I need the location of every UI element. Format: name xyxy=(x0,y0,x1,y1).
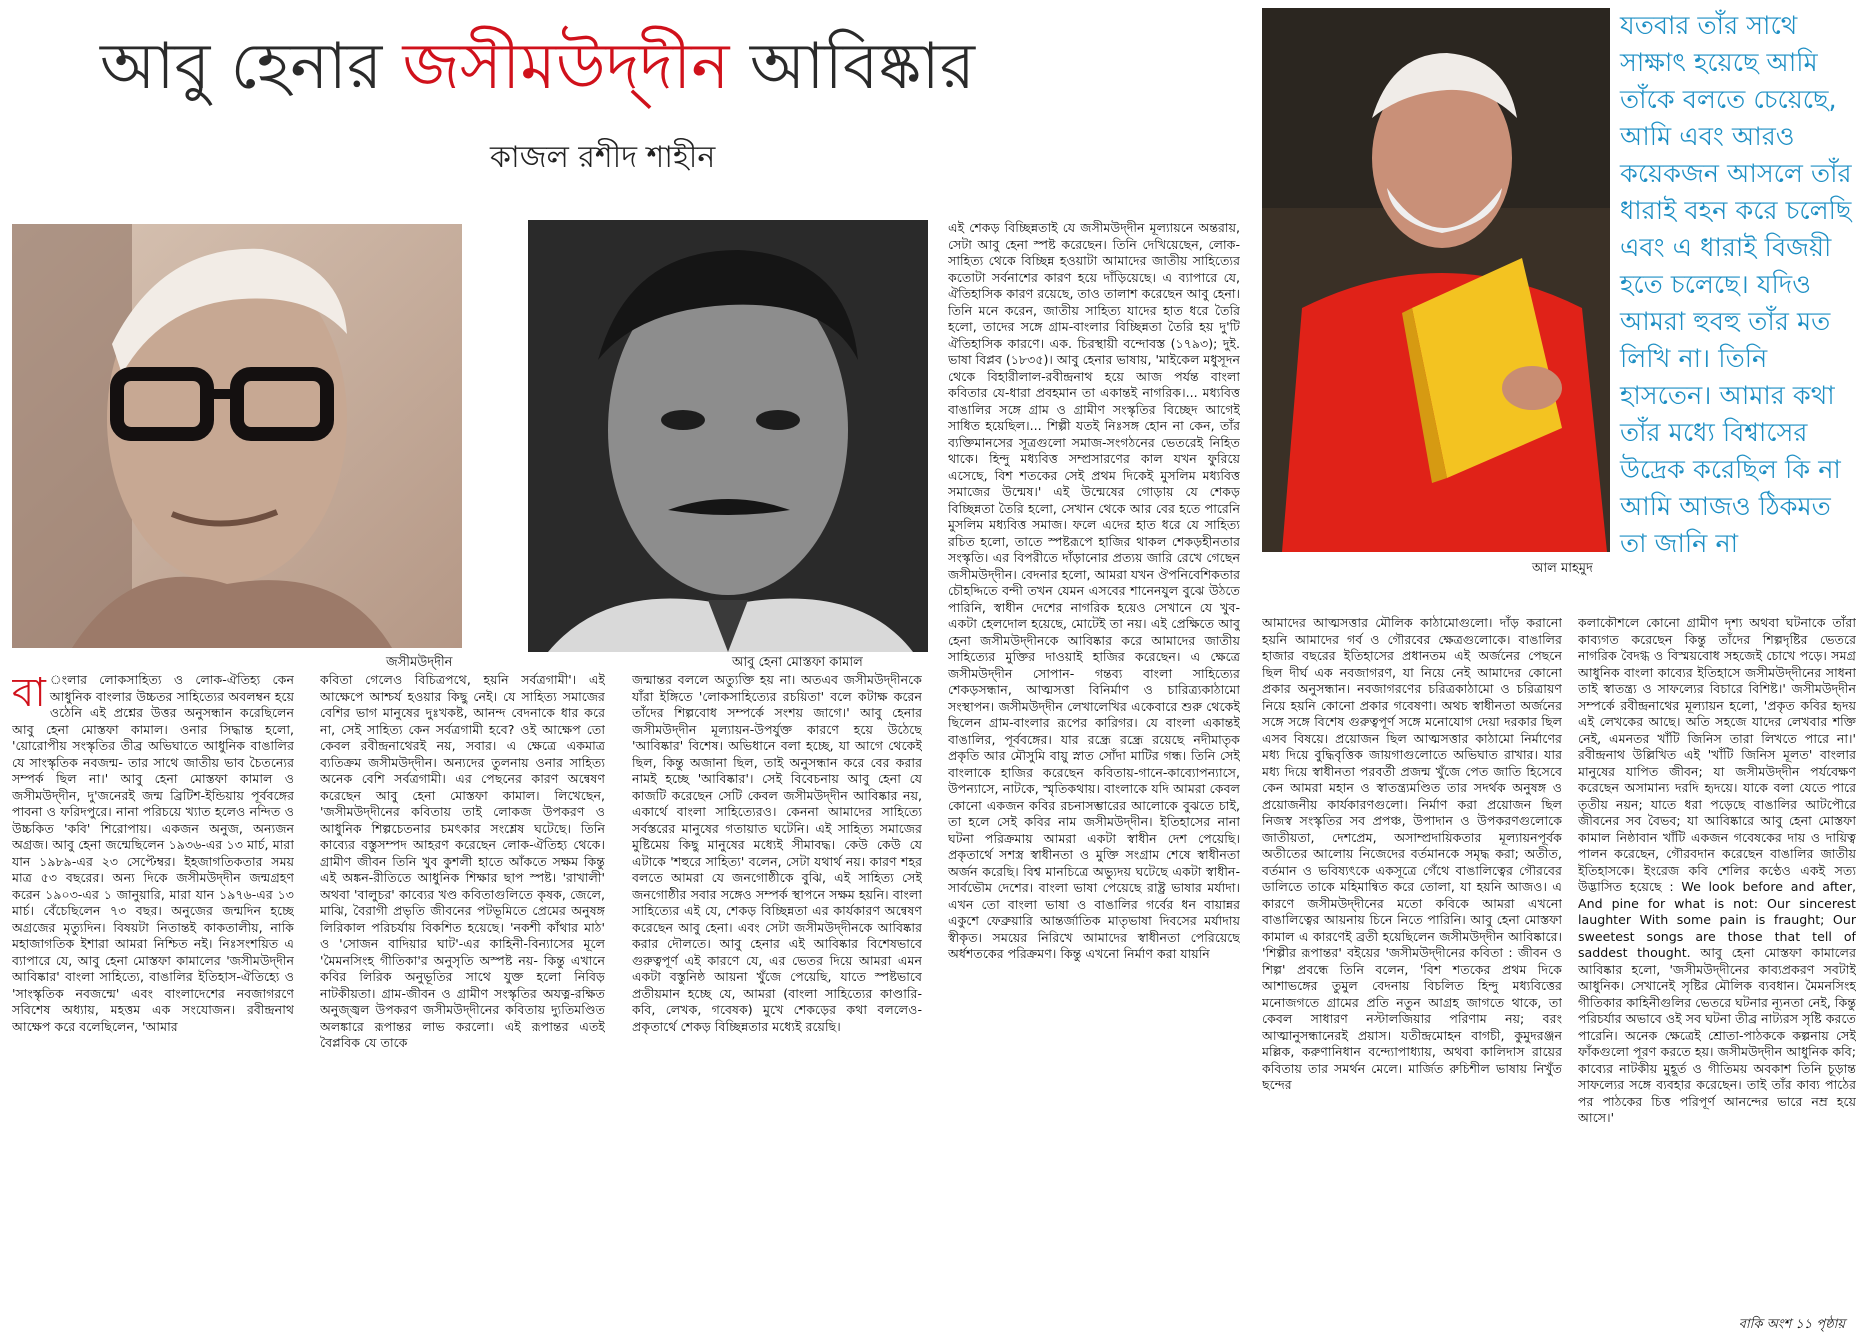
article-column-5 xyxy=(1262,615,1562,1315)
column-3-text: জন্মান্তর বললে অত্যুক্তি হয় না। অতএব জসীমউদ্‌দীনকে যাঁরা ইঙ্গিতে 'লোকসাহিত্যের রচয়িতা' বলে কটাক্ষ করেন তাঁদের শিল্পবোধ সম্পর্কে সংশয় জাগে।' আবু হেনার জসীমউদ্‌দীন মূল্যায়ন-উপর্যুক্ত কারণে হয়ে উঠেছে 'আবিষ্কার' বিশেষ। অভিধানে বলা হচ্ছে, যা আগে থেকেই ছিল, কিন্তু অজানা ছিল, তাই অনুসন্ধান করে বের করার নামই হচ্ছে 'আবিষ্কার'। সেই বিবেচনায় আবু হেনা যে কাজটি করেছেন সেটি কেবল জসীমউদ্‌দীন আবিষ্কার নয়, একার্থে বাংলা সাহিত্যেরও। কেননা আমাদের সাহিত্যে সর্বস্তরের মানুষের গতায়াত ঘটেনি। এই সাহিত্য সমাজের মুষ্টিমেয় কিছু মানুষের মধ্যেই সীমাবদ্ধ। কেউ কেউ যে এটাকে 'শহুরে সাহিত্য' বলেন, সেটা যথার্থ নয়। কারণ শহর বলতে আমরা যে জনগোষ্ঠীকে বুঝি, এই সাহিত্য সেই জনগোষ্ঠীর সবার সঙ্গেও সম্পর্ক স্থাপনে সক্ষম হয়নি। বাংলা সাহিত্যের এই যে, শেকড় বিচ্ছিন্নতা এর কার্যকারণ অন্বেষণ করেছেন আবু হেনা। এবং সেটা জসীমউদ্‌দীনকে আবিষ্কার করার দৌলতে। আবু হেনার এই আবিষ্কার বিশেষভাবে গুরুত্বপূর্ণ এই কারণে যে, এর ভেতর দিয়ে আমরা এমন একটা বস্তুনিষ্ঠ আয়না খুঁজে পেয়েছি, যাতে স্পষ্টভাবে প্রতীয়মান হচ্ছে যে, আমরা (বাংলা সাহিত্যের কাণ্ডারি- কবি, লেখক, গবেষক) মুখে শেকড়ের কথা বললেও- প্রকৃতার্থে শেকড় বিচ্ছিন্নতার মধ্যেই রয়েছি। xyxy=(632,672,922,1034)
photo-al-mahmud-caption: আল মাহমুদ xyxy=(1532,561,1593,576)
drop-cap: বা xyxy=(12,672,46,716)
headline-poet-name: জসীমউদ্‌দীন xyxy=(402,30,730,104)
headline xyxy=(100,22,1130,112)
column-2-text: কবিতা গেলেও বিচিত্রপথে, হয়নি সর্বত্রগামী'। এই আক্ষেপে আশ্চর্য হওয়ার কিছু নেই। যে সাহিত্য সমাজের বেশির ভাগ মানুষের দুঃখকষ্ট, আনন্দ বেদনাকে ধার করে না, সেই সাহিত্য কেন সর্বত্রগামী হবে? ওই আক্ষেপ তো কেবল রবীন্দ্রনাথেরই নয়, সবার। এ ক্ষেত্রে একমাত্র ব্যতিক্রম জসীমউদ্‌দীন। অন্যদের তুলনায় ওনার সাহিত্য অনেক বেশি সর্বত্রগামী। এর পেছনের কারণ অন্বেষণ করেছেন আবু হেনা মোস্তফা কামাল। লিখেছেন, 'জসীমউদ্‌দীনের কবিতায় তাই লোকজ উপকরণ ও আধুনিক শিল্পচেতনার চমৎকার সংশ্লেষ ঘটেছে। তিনি কাব্যের বস্তুসম্পদ আহরণ করেছেন লোক-ঐতিহ্য থেকে। গ্রামীণ জীবন তিনি খুব কুশলী হাতে আঁকতে সক্ষম কিন্তু এই অঙ্কন-রীতিতে আধুনিক শিক্ষার ছাপ স্পষ্ট। 'রাখালী' অথবা 'বালুচর' কাব্যের খণ্ড কবিতাগুলিতে কৃষক, জেলে, মাঝি, বৈরাগী প্রভৃতি জীবনের পটভূমিতে প্রেমের অনুষঙ্গ লিরিকাল পরিচর্যায় বিকশিত হয়েছে। 'নকশী কাঁথার মাঠ' ও 'সোজন বাদিয়ার ঘাট'-এর কাহিনী-বিন্যাসের মূলে 'মৈমনসিংহ গীতিকা'র অনুসৃতি অস্পষ্ট নয়- কিন্তু এখানে কবির লিরিক অনুভূতির সাথে যুক্ত হলো নিবিড় নাটকীয়তা। গ্রাম-জীবন ও গ্রামীণ সংস্কৃতির অযত্ন-রক্ষিত অনুজ্জ্বল উপকরণ জসীমউদ্‌দীনের কবিতায় দ্যুতিমণ্ডিত অলঙ্কারে রূপান্তর লাভ করলো। এই রূপান্তর এতই বৈপ্লবিক যে তাকে xyxy=(320,672,605,1050)
article-column-2 xyxy=(320,672,605,1312)
article-column-4 xyxy=(948,220,1240,1315)
column-1-text: ংলার লোকসাহিত্য ও লোক-ঐতিহ্য কেন আধুনিক বাংলার উচ্চতর সাহিত্যের অবলম্বন হয়ে ওঠেনি এই প্রশ্নের উত্তর অনুসন্ধান করেছিলেন আবু হেনা মোস্তফা কামাল। ওনার সিদ্ধান্ত হলো, 'য়োরোপীয় সংস্কৃতির তীব্র অভিঘাতে আধুনিক বাঙালির যে সাংস্কৃতিক নবজন্ম- তার সাথে জাতীয় ভাব চৈতন্যের সম্পর্ক ছিল না।' আবু হেনা মোস্তফা কামাল ও জসীমউদ্‌দীন, দু'জনেরই জন্ম ব্রিটিশ-ইন্ডিয়ায় পূর্ববঙ্গের পাবনা ও ফরিদপুরে। নানা পরিচয়ে খ্যাত হলেও নন্দিত ও উচ্চকিত 'কবি' শিরোপায়। একজন অনুজ, অন্যজন অগ্রজ। আবু হেনা জন্মেছিলেন ১৯৩৬-এর ১৩ মার্চ, মারা যান ১৯৮৯-এর ২৩ সেপ্টেম্বর। ইহজাগতিকতার সময় মাত্র ৫৩ বছরের। অন্য দিকে জসীমউদ্‌দীন জন্মগ্রহণ করেন ১৯০৩-এর ১ জানুয়ারি, মারা যান ১৯৭৬-এর ১৩ মার্চ। বেঁচেছিলেন ৭৩ বছর। অনুজের জন্মদিন হচ্ছে অগ্রজের মৃত্যুদিন। বিষয়টা নিতান্তই কাকতালীয়, নাকি মহাজাগতিক ইশারা আমরা নিশ্চিত নই। নিঃসংশয়িত এ ব্যাপারে যে, আবু হেনা মোস্তফা কামালের 'জসীমউদ্‌দীন আবিষ্কার' বাংলা সাহিত্যে, বাঙালির ইতিহাস-ঐতিহ্যে ও 'সাংস্কৃতিক নবজন্মে' এবং বাংলাদেশের নবজাগরণে সবিশেষ অধ্যায়, মহত্তম এক সংযোজন। রবীন্দ্রনাথ আক্ষেপ করে বলেছিলেন, 'আমার xyxy=(12,672,294,1034)
column-6-text: কলাকৌশলে কোনো গ্রামীণ দৃশ্য অথবা ঘটনাকে তাঁরা কাব্যগত করেছেন কিন্তু তাঁদের শিল্পদৃষ্টির ভেতরে নাগরিক বৈদগ্ধ ও বিস্ময়বোধ সহজেই চোখে পড়ে। সমগ্র আধুনিক বাংলা কাব্যের ইতিহাসে জসীমউদ্‌দীনের সাধনা তাই স্বাতন্ত্র্য ও সাফল্যের বিচারে বিশিষ্ট।' জসীমউদ্‌দীন সম্পর্কে রবীন্দ্রনাথের মূল্যায়ন হলো, 'প্রকৃত কবির হৃদয় এই লেখকের আছে। অতি সহজে যাদের লেখবার শক্তি নেই, এমনতর খাঁটি জিনিস তারা লিখতে পারে না।' রবীন্দ্রনাথ উল্লিখিত এই 'খাঁটি জিনিস মূলত' বাংলার মানুষের যাপিত জীবন; যা জসীমউদ্‌দীন পর্যবেক্ষণ করেছেন অসামান্য দরদি হৃদয়ে। যাকে বলা যেতে পারে তৃতীয় নয়ন; যাতে ধরা পড়েছে বাঙালির আটপৌরে জীবনের সব বৈভব; যা আবিষ্কারে আবু হেনা মোস্তফা কামাল নিষ্ঠাবান খাঁটি একজন গবেষকের দায় ও দায়িত্ব পালন করেছেন, গৌরবদান করেছেন বাঙালির জাতীয় ইতিহাসকে। ইংরেজ কবি শেলির কণ্ঠেও একই সত্য উদ্ভাসিত হয়েছে : We look before and after, And pine for what is not: Our sincerest laughter With some pain is fraught; Our sweetest songs are those that tell of saddest thought. আবু হেনা মোস্তফা কামালের আবিষ্কার হলো, 'জসীমউদ্‌দীনের কাব্যপ্রকরণ সবটাই আধুনিক। সেখানেই সৃষ্টির মৌলিক ব্যবধান। মৈমনসিংহ গীতিকার কাহিনীগুলির ভেতরে ঘটনার ন্যূনতা নেই, কিন্তু পরিচর্যার অভাবে ওই সব ঘটনা তীব্র নাট্যরস সৃষ্টি করতে পারেনি। অনেক ক্ষেত্রেই শ্রোতা-পাঠককে কল্পনায় সেই ফাঁকগুলো পূরণ করতে হয়। জসীমউদ্‌দীন আধুনিক কবি; কাব্যের নাটকীয় মুহূর্ত ও গীতিময় অবকাশ তিনি চূড়ান্ত সাফল্যের সঙ্গে ব্যবহার করেছেন। তাই তাঁর কাব্য পাঠের পর পাঠকের চিত্ত পরিপূর্ণ আনন্দের ভারে নম্র হয়ে আসে।' xyxy=(1578,615,1856,1125)
column-5-text: আমাদের আত্মসত্তার মৌলিক কাঠামোগুলো। দাঁড় করানো হয়নি আমাদের গর্ব ও গৌরবের ক্ষেত্রগুলোকে। বাঙালির হাজার বছরের ইতিহাসের প্রধানতম এই অর্জনের পেছনে ছিল দীর্ঘ এক নবজাগরণ, যা নিয়ে নেই আমাদের কোনো প্রকার অনুসন্ধান। নবজাগরণের চরিত্রকাঠামো ও চরিত্রায়ণ নিয়ে হয়নি কোনো প্রকার গবেষণা। অথচ স্বাধীনতা অর্জনের সঙ্গে সঙ্গে বিশেষ গুরুত্বপূর্ণ সঙ্গে মনোযোগ দেয়া দরকার ছিল এসব বিষয়ে। প্রয়োজন ছিল আত্মসত্তার কাঠামো নির্মাণের মধ্য দিয়ে বুদ্ধিবৃত্তিক জায়গাগুলোতে অভিঘাত রাখার। যার মধ্য দিয়ে স্বাধীনতা পরবর্তী প্রজন্ম খুঁজে পেত জাতি হিসেবে কেন আমরা মহান ও স্বাতন্ত্র্যমণ্ডিত তার সদর্থক অনুষঙ্গ ও প্রয়োজনীয় কার্যকারণগুলো। নির্মাণ করা প্রয়োজন ছিল নিজস্ব সংস্কৃতির সব প্রপঞ্চ, উপাদান ও উপকরণগুলোকে জাতীয়তা, দেশপ্রেম, অসাম্প্রদায়িকতার মূল্যায়নপূর্বক অতীতের আলোয় নিজেদের বর্তমানকে সমৃদ্ধ করা; অতীত, বর্তমান ও ভবিষ্যৎকে একসূত্রে গেঁথে বাঙালিত্বের গৌরবের ডালিতে তাকে মহিমান্বিত করে তোলা, যা হয়নি আজও। এ কারণে জসীমউদ্‌দীনের মতো কবিকে আমরা এখনো বাঙালিত্বের আয়নায় চিনে নিতে পারিনি। আবু হেনা মোস্তফা কামাল এ কারণেই ব্রতী হয়েছিলেন জসীমউদ্‌দীন আবিষ্কারে। 'শিল্পীর রূপান্তর' বইয়ের 'জসীমউদ্‌দীনের কবিতা : জীবন ও শিল্প' প্রবন্ধে তিনি বলেন, 'বিশ শতকের প্রথম দিকে আশাভঙ্গের তুমুল বেদনায় বিচলিত হিন্দু মধ্যবিত্তের মনোজগতে গ্রামের প্রতি নতুন আগ্রহ জাগতে থাকে, তা কেবল সাধারণ নস্টালজিয়ার পরিণাম নয়; বরং আত্মানুসন্ধানেরই প্রয়াস। যতীন্দ্রমোহন বাগচী, কুমুদরঞ্জন মল্লিক, করুণানিধান বন্দ্যোপাধ্যায়, অথবা কালিদাস রায়ের কবিতায় তার সমর্থন মেলে। মার্জিত রুচিশীল ভাষায় নিখুঁত ছন্দের xyxy=(1262,615,1562,1092)
photo-abu-hena-caption: আবু হেনা মোস্তফা কামাল xyxy=(732,655,863,670)
article-column-3 xyxy=(632,672,922,1312)
pull-quote: যতবার তাঁর সাথে সাক্ষাৎ হয়েছে আমি তাঁকে বলতে চেয়েছে, আমি এবং আরও কয়েকজন আসলে তাঁর ধারাই বহন করে চলেছি এবং এ ধারাই বিজয়ী হতে চলেছে। যদিও আমরা হুবহু তাঁর মত লিখি না। তিনি হাসতেন। আমার কথা তাঁর মধ্যে বিশ্বাসের উদ্রেক করেছিল কি না আমি আজও ঠিকমত তা জানি না xyxy=(1620,11,1852,559)
byline: কাজল রশীদ শাহীন xyxy=(490,140,716,175)
photo-jasimuddin-caption: জসীমউদ্‌দীন xyxy=(386,655,453,670)
photo-abu-hena xyxy=(528,220,928,652)
headline-part1: আবু হেনার xyxy=(100,30,403,104)
headline-part3: আবিষ্কার xyxy=(729,30,975,104)
article-column-6 xyxy=(1578,615,1856,1305)
column-4-text: এই শেকড় বিচ্ছিন্নতাই যে জসীমউদ্‌দীন মূল্যায়নে অন্তরায়, সেটা আবু হেনা স্পষ্ট করেছেন। তিনি দেখিয়েছেন, লোক-সাহিত্য থেকে বিচ্ছিন্ন হওয়াটা আমাদের জাতীয় সাহিত্যের কতোটা সর্বনাশের কারণ হয়ে দাঁড়িয়েছে। এ ব্যাপারে যে, ঐতিহাসিক কারণ রয়েছে, তাও তালাশ করেছেন আবু হেনা। তিনি মনে করেন, জাতীয় সাহিত্য যাদের হাত ধরে তৈরি হলো, তাদের সঙ্গে গ্রাম-বাংলার বিচ্ছিন্নতা তৈরি হয় দু'টি ঐতিহাসিক কারণে। এক. চিরস্থায়ী বন্দোবস্ত (১৭৯৩); দুই. ভাষা বিপ্লব (১৮৩৫)। আবু হেনার ভাষায়, 'মাইকেল মধুসূদন থেকে বিহারীলাল-রবীন্দ্রনাথ হয়ে আজ পর্যন্ত বাংলা কবিতার যে-ধারা প্রবহমান তা একান্তই নাগরিক।... মধ্যবিত্ত বাঙালির সঙ্গে গ্রাম ও গ্রামীণ সংস্কৃতির বিচ্ছেদ আগেই সাধিত হয়েছিল।... শিল্পী যতই নিঃসঙ্গ হোন না কেন, তাঁর ব্যক্তিমানসের সূত্রগুলো সমাজ-সংগঠনের ভেতরেই নিহিত থাকে। হিন্দু মধ্যবিত্ত সম্প্রসারণের কাল যখন ফুরিয়ে এসেছে, বিশ শতকের সেই প্রথম দিকেই মুসলিম মধ্যবিত্ত সমাজের উন্মেষ।' এই উন্মেষের গোড়ায় যে শেকড় বিচ্ছিন্নতা তৈরি হলো, সেখান থেকে আর বের হতে পারেনি মুসলিম মধ্যবিত্ত সমাজ। ফলে এদের হাত ধরে যে সাহিত্য রচিত হলো, তাতে স্পষ্টরূপে হাজির থাকল শেকড়হীনতার সংস্কৃতি। এর বিপরীতে দাঁড়ানোর প্রত্যয় জারি রেখে গেছেন জসীমউদ্‌দীন। বেদনার হলো, আমরা যখন ঔপনিবেশিকতার চৌহদ্দিতে বন্দী তখন যেমন এসবের শানেনযুল বুঝে উঠতে পারিনি, স্বাধীন দেশের নাগরিক হয়েও সেখানে যে খুব-একটা হেলদোল হয়েছে, মোটেই তা নয়। এই প্রেক্ষিতে আবু হেনা জসীমউদ্‌দীনকে আবিষ্কার করে আমাদের জাতীয় সাহিত্যের মুক্তির দাওয়াই হাজির করেছেন। এ ক্ষেত্রে জসীমউদ্‌দীন সোপান- গন্তব্য বাংলা সাহিত্যের শেকড়সন্ধান, আত্মসত্তা বিনির্মাণ ও চারিত্র্যকাঠামো সংস্থাপন। জসীমউদ্‌দীন লেখালেখির একেবারে শুরু থেকেই ছিলেন গ্রাম-বাংলার রূপের কারিগর। যে বাংলা একান্তই বাঙালির, পূর্ববঙ্গের। যার রন্ধ্রে রন্ধ্রে রয়েছে নদীমাতৃক প্রকৃতি আর মৌসুমি বায়ু স্নাত সোঁদা মাটির গন্ধ। তিনি সেই বাংলাকে হাজির করেছেন কবিতায়-গানে-কাব্যোপন্যাসে, উপন্যাসে, নাটকে, স্মৃতিকথায়। বাংলাকে যদি আমরা কেবল কোনো একজন কবির রচনাসম্ভারের আলোকে বুঝতে চাই, তা হলে সেই কবির নাম জসীমউদ্‌দীন। ইতিহাসের নানা ঘটনা পরিক্রমায় আমরা একটা স্বাধীন দেশ পেয়েছি। প্রকৃতার্থে সশস্ত্র স্বাধীনতা ও মুক্তি সংগ্রাম শেষে স্বাধীনতা অর্জন করেছি। বিশ্ব মানচিত্রে অভ্যুদয় ঘটেছে একটা স্বাধীন-সার্বভৌম দেশের। বাংলা ভাষা পেয়েছে রাষ্ট্র ভাষার মর্যাদা। এখন তো বাংলা ভাষা ও বাঙালির গর্বের ধন বায়ান্নর একুশে ফেব্রুয়ারি আন্তর্জাতিক মাতৃভাষা দিবসের মর্যাদায় স্বীকৃত। সময়ের নিরিখে আমাদের স্বাধীনতা পেরিয়েছে অর্ধশতকের পরিক্রমণ। কিন্তু এখনো নির্মাণ করা যায়নি xyxy=(948,220,1240,961)
article-column-1 xyxy=(12,672,294,1312)
continued-on-page-note: বাকি অংশ ১১ পৃষ্ঠায় xyxy=(1738,1317,1845,1332)
photo-jasimuddin xyxy=(12,224,462,648)
photo-al-mahmud xyxy=(1262,8,1610,552)
